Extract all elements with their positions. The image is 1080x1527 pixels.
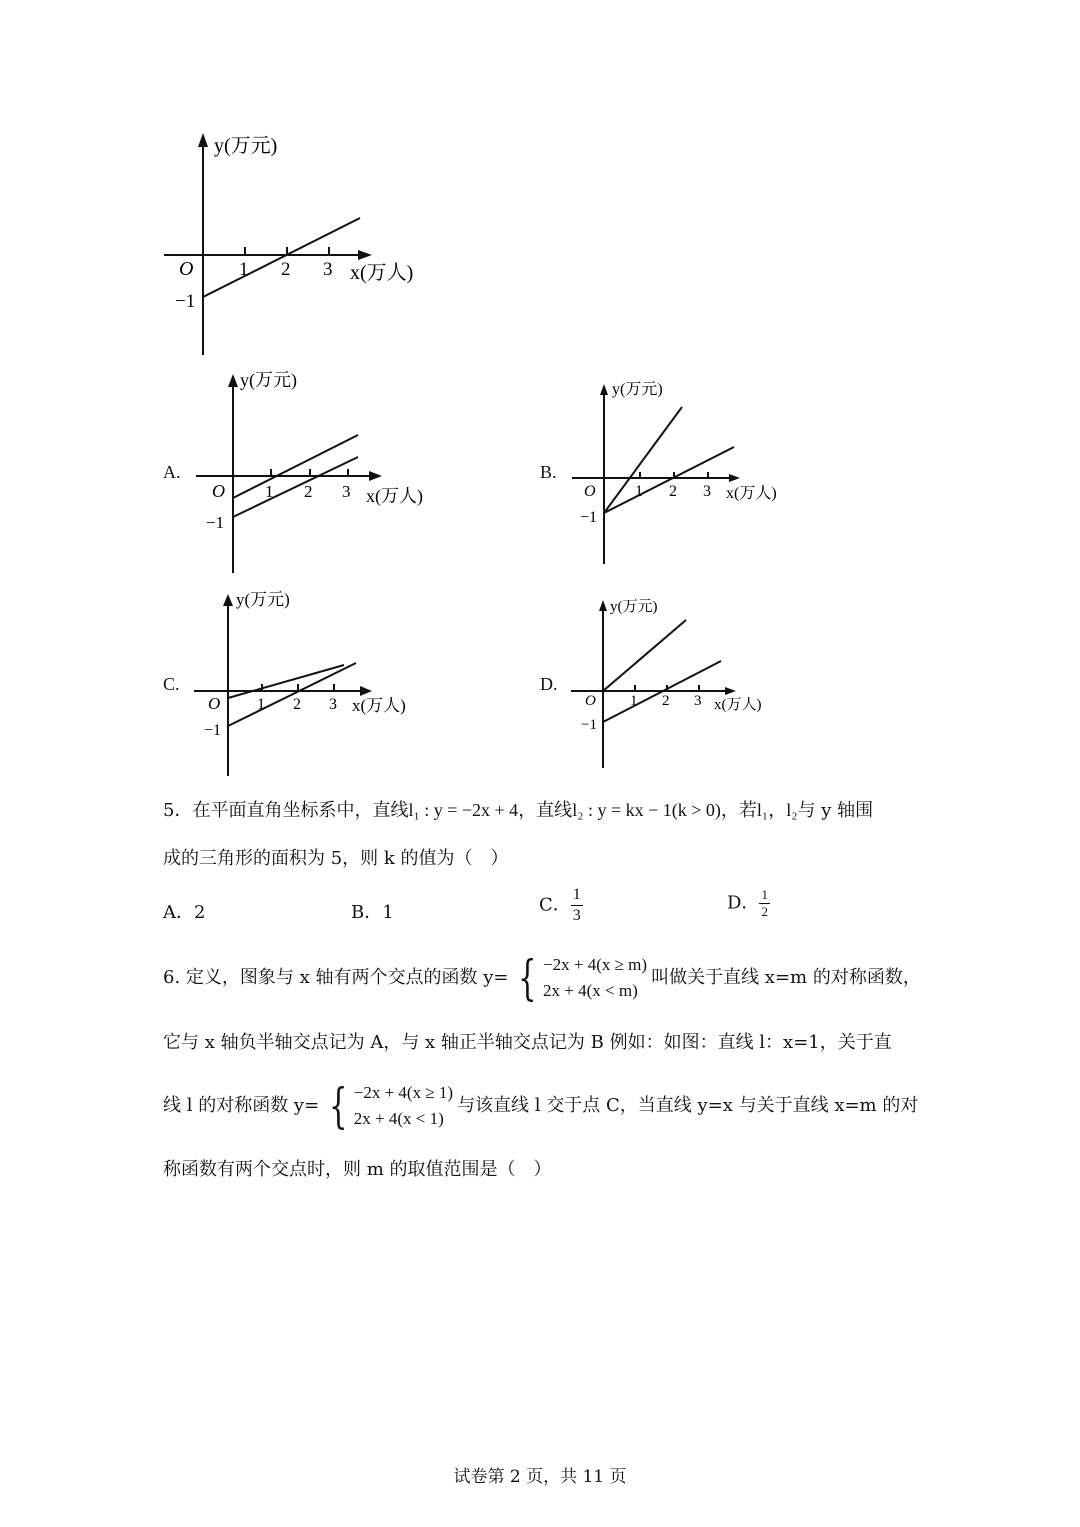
numerator: 1 bbox=[571, 885, 583, 906]
tick-label-1: 1 bbox=[265, 482, 274, 501]
piecewise-function-m bbox=[512, 952, 647, 1004]
y-axis-label: y(万元) bbox=[240, 370, 297, 390]
q5-option-a[interactable]: A．2 bbox=[163, 902, 206, 923]
origin-label: O bbox=[208, 694, 221, 713]
page-footer: 试卷第 2 页，共 11 页 bbox=[453, 1467, 627, 1487]
line-upper bbox=[228, 665, 344, 698]
option-c-graph[interactable] bbox=[190, 586, 440, 790]
option-b-graph[interactable] bbox=[568, 376, 808, 580]
q5-lines-ref: l₁，l₂ bbox=[756, 800, 798, 820]
origin-label: O bbox=[584, 483, 596, 500]
neg-one-label: −1 bbox=[204, 722, 222, 739]
q6-line-3 bbox=[163, 1080, 918, 1132]
q6-text: 与该直线 l 交于点 C，当直线 y=x 与关于直线 x=m 的对 bbox=[457, 1095, 919, 1116]
option-c-svg bbox=[190, 586, 440, 786]
tick-label-2: 2 bbox=[304, 482, 313, 501]
tick-label-3: 3 bbox=[329, 696, 337, 713]
q5-line-1 bbox=[163, 797, 873, 824]
y-axis-label: y(万元) bbox=[612, 381, 663, 398]
piece-stack bbox=[543, 952, 647, 1004]
brace-icon: { bbox=[329, 1078, 348, 1134]
piece-bottom: 2x + 4(x < 1) bbox=[353, 1109, 444, 1128]
denominator: 2 bbox=[761, 904, 768, 919]
q5-text: ，若 bbox=[720, 800, 757, 821]
piece-stack bbox=[354, 1080, 453, 1132]
main-graph bbox=[150, 125, 450, 369]
y-axis-label: y(万元) bbox=[610, 599, 658, 615]
neg-one-label: −1 bbox=[175, 291, 196, 312]
x-axis-label: x(万人) bbox=[726, 485, 777, 502]
tick-label-3: 3 bbox=[323, 259, 333, 280]
origin-label: O bbox=[179, 258, 194, 280]
option-b-label[interactable]: B. bbox=[540, 462, 557, 482]
piece-top: −2x + 4(x ≥ m) bbox=[543, 955, 648, 974]
fraction-one-third bbox=[571, 885, 583, 926]
tick-label-3: 3 bbox=[694, 693, 702, 709]
neg-one-label: −1 bbox=[206, 513, 225, 532]
origin-label: O bbox=[585, 693, 596, 709]
line-gentle bbox=[604, 447, 734, 513]
x-axis-arrow bbox=[358, 250, 372, 260]
q5-text: 与 y 轴围 bbox=[797, 800, 874, 821]
tick-label-1: 1 bbox=[239, 259, 249, 280]
tick-label-2: 2 bbox=[669, 483, 677, 500]
profit-line bbox=[203, 218, 360, 297]
line-through-origin bbox=[603, 620, 686, 691]
option-d-svg bbox=[568, 592, 808, 782]
neg-one-label: −1 bbox=[581, 717, 597, 733]
option-d-graph[interactable] bbox=[568, 592, 808, 786]
q6-text: 6. 定义，图象与 x 轴有两个交点的函数 y= bbox=[163, 967, 509, 988]
numerator: 1 bbox=[761, 887, 768, 902]
y-axis-label: y(万元) bbox=[214, 135, 278, 157]
piece-bottom: 2x + 4(x < m) bbox=[543, 981, 638, 1000]
origin-label: O bbox=[212, 481, 225, 501]
q5-l1-definition: l₁ : y = −2x + 4 bbox=[408, 800, 519, 820]
fraction-one-half bbox=[759, 887, 770, 920]
option-prefix: D． bbox=[727, 892, 760, 914]
x-axis-label: x(万人) bbox=[714, 697, 762, 713]
q5-text: ，直线 bbox=[518, 800, 573, 821]
q5-text: 5．在平面直角坐标系中，直线 bbox=[163, 800, 409, 821]
q6-text: 线 l 的对称函数 y= bbox=[163, 1095, 320, 1116]
q5-l2-definition: l₂ : y = kx − 1(k > 0) bbox=[572, 800, 721, 820]
brace-icon: { bbox=[518, 950, 537, 1006]
q5-option-b[interactable]: B．1 bbox=[351, 902, 394, 923]
tick-label-3: 3 bbox=[703, 483, 711, 500]
option-a-svg bbox=[190, 366, 450, 576]
tick-label-1: 1 bbox=[635, 483, 643, 500]
neg-one-label: −1 bbox=[580, 509, 598, 526]
option-d-label[interactable]: D. bbox=[540, 674, 558, 694]
option-c-label[interactable]: C. bbox=[163, 674, 180, 694]
q6-text: 叫做关于直线 x=m 的对称函数， bbox=[651, 967, 921, 988]
y-axis-label: y(万元) bbox=[236, 590, 290, 609]
option-a-label[interactable]: A. bbox=[163, 462, 181, 482]
x-axis-label: x(万人) bbox=[350, 262, 414, 284]
main-graph-svg bbox=[150, 125, 450, 365]
q5-option-c[interactable] bbox=[539, 885, 583, 926]
x-axis-label: x(万人) bbox=[366, 486, 423, 506]
piecewise-function-1 bbox=[323, 1080, 453, 1132]
tick-label-2: 2 bbox=[662, 693, 670, 709]
piece-top: −2x + 4(x ≥ 1) bbox=[353, 1083, 454, 1102]
denominator: 3 bbox=[572, 907, 581, 924]
tick-label-1: 1 bbox=[630, 693, 638, 709]
option-a-graph[interactable] bbox=[190, 366, 450, 580]
q6-line-2: 它与 x 轴负半轴交点记为 A，与 x 轴正半轴交点记为 B 例如：如图：直线 l：x=1，关于直 bbox=[163, 1032, 892, 1053]
q5-option-d[interactable] bbox=[727, 887, 770, 920]
option-b-svg bbox=[568, 376, 808, 576]
tick-label-2: 2 bbox=[293, 696, 301, 713]
tick-label-3: 3 bbox=[342, 482, 351, 501]
q6-line-1 bbox=[163, 952, 921, 1004]
tick-label-1: 1 bbox=[257, 696, 265, 713]
line-lower bbox=[228, 663, 356, 726]
tick-label-2: 2 bbox=[281, 259, 291, 280]
x-axis-label: x(万人) bbox=[352, 696, 406, 715]
q5-line-2: 成的三角形的面积为 5，则 k 的值为（ ） bbox=[163, 848, 509, 869]
q6-line-4: 称函数有两个交点时，则 m 的取值范围是（ ） bbox=[163, 1159, 552, 1180]
option-prefix: C． bbox=[539, 894, 571, 916]
y-axis-arrow bbox=[198, 133, 208, 147]
